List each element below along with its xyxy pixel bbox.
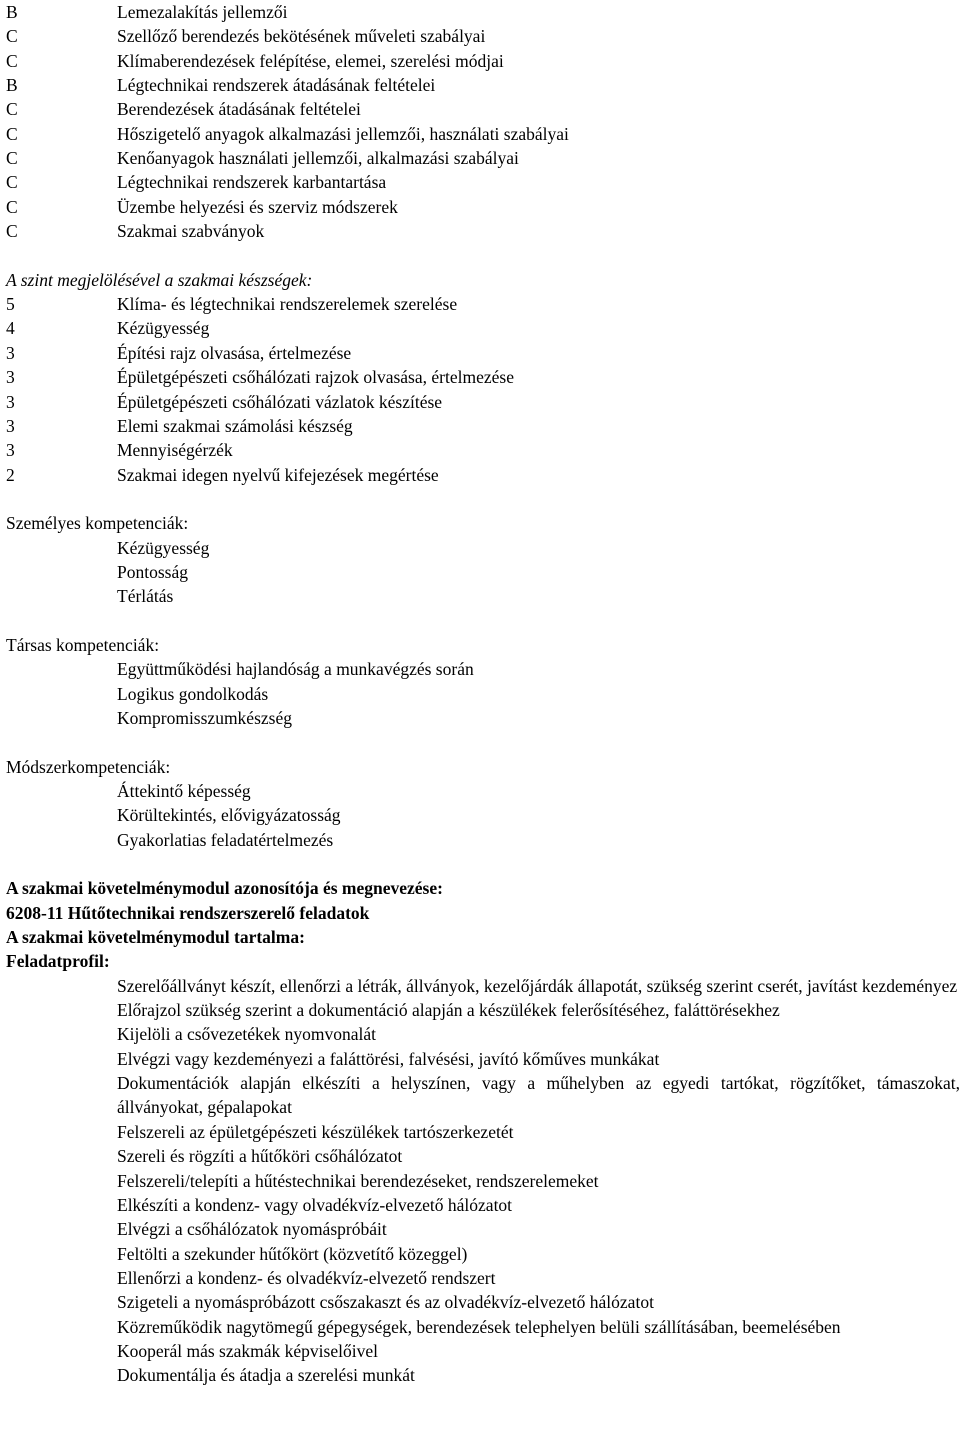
- list-item: Kézügyesség: [117, 537, 210, 558]
- list-item: [6, 414, 960, 438]
- task-list: [6, 974, 960, 1388]
- level-code: B: [6, 75, 18, 96]
- level-code: 3: [6, 342, 15, 363]
- list-item: Felszereli/telepíti a hűtéstechnikai berendezéseket, rendszerelemeket: [117, 1170, 599, 1191]
- item-text: Szakmai idegen nyelvű kifejezések megértése: [117, 464, 439, 485]
- module-content-heading: A szakmai követelménymodul tartalma:: [6, 927, 305, 948]
- item-text: Elemi szakmai számolási készség: [117, 415, 353, 436]
- level-code: 3: [6, 440, 15, 461]
- item-text: Szakmai szabványok: [117, 221, 265, 242]
- list-item: Elvégzi a csőhálózatok nyomáspróbáit: [117, 1219, 387, 1240]
- method-competencies-heading: Módszerkompetenciák:: [6, 756, 171, 777]
- list-item: Logikus gondolkodás: [117, 683, 269, 704]
- list-item: Kompromisszumkészség: [117, 707, 292, 728]
- list-item: Kooperál más szakmák képviselőivel: [117, 1340, 378, 1361]
- list-item: Szigeteli a nyomáspróbázott csőszakaszt és az olvadékvíz-elvezető hálózatot: [117, 1292, 654, 1313]
- list-item: [6, 365, 960, 389]
- list-item: Kijelöli a csővezetékek nyomvonalát: [117, 1024, 377, 1045]
- list-item: Ellenőrzi a kondenz- és olvadékvíz-elvezető rendszert: [117, 1267, 496, 1288]
- level-code: C: [6, 26, 18, 47]
- module-id-name: 6208-11 Hűtőtechnikai rendszerszerelő feladatok: [6, 902, 370, 923]
- skills-heading: A szint megjelölésével a szakmai készségek:: [6, 269, 313, 290]
- list-item: [6, 0, 960, 24]
- item-text: Berendezések átadásának feltételei: [117, 99, 361, 120]
- item-text: Üzembe helyezési és szerviz módszerek: [117, 196, 398, 217]
- skills-list: [6, 292, 960, 487]
- list-item: Elkészíti a kondenz- vagy olvadékvíz-elvezető hálózatot: [117, 1194, 513, 1215]
- module-id-heading: A szakmai követelménymodul azonosítója és megnevezése:: [6, 878, 443, 899]
- item-text: Szellőző berendezés bekötésének műveleti szabályai: [117, 26, 486, 47]
- item-text: Klíma- és légtechnikai rendszerelemek szerelése: [117, 294, 458, 315]
- level-code: C: [6, 196, 18, 217]
- level-code: 3: [6, 391, 15, 412]
- list-item: [6, 219, 960, 243]
- item-text: Épületgépészeti csőhálózati vázlatok készítése: [117, 391, 443, 412]
- list-item: Dokumentációk alapján elkészíti a helyszínen, vagy a műhelyben az egyedi tartókat, rögzítőket, támaszokat, állványokat, gépalapokat: [117, 1073, 960, 1118]
- task-profile-heading: Feladatprofil:: [6, 951, 110, 972]
- list-item: Dokumentálja és átadja a szerelési munkát: [117, 1365, 415, 1386]
- level-code: C: [6, 99, 18, 120]
- spacer: [6, 243, 960, 267]
- level-code: 5: [6, 294, 15, 315]
- level-code: 3: [6, 367, 15, 388]
- item-text: Kenőanyagok használati jellemzői, alkalmazási szabályai: [117, 148, 519, 169]
- item-text: Hőszigetelő anyagok alkalmazási jellemzői, használati szabályai: [117, 123, 569, 144]
- spacer: [6, 487, 960, 511]
- list-item: [6, 97, 960, 121]
- level-code: C: [6, 148, 18, 169]
- list-item: [6, 292, 960, 316]
- list-item: Térlátás: [117, 586, 174, 607]
- knowledge-list: [6, 0, 960, 243]
- list-item: [6, 195, 960, 219]
- spacer: [6, 609, 960, 633]
- level-code: C: [6, 172, 18, 193]
- list-item: Közreműködik nagytömegű gépegységek, berendezések telephelyen belüli szállításában, beemelésében: [117, 1316, 841, 1337]
- list-item: Feltölti a szekunder hűtőkört (közvetítő közeggel): [117, 1243, 468, 1264]
- item-text: Mennyiségérzék: [117, 440, 233, 461]
- item-text: Épületgépészeti csőhálózati rajzok olvasása, értelmezése: [117, 367, 514, 388]
- list-item: Pontosság: [117, 561, 188, 582]
- list-item: Előrajzol szükség szerint a dokumentáció alapján a készülékek felerősítéséhez, faláttörésekhez: [117, 1000, 780, 1021]
- level-code: C: [6, 50, 18, 71]
- list-item: [6, 122, 960, 146]
- item-text: Építési rajz olvasása, értelmezése: [117, 342, 352, 363]
- list-item: [6, 49, 960, 73]
- level-code: C: [6, 221, 18, 242]
- item-text: Kézügyesség: [117, 318, 210, 339]
- level-code: 4: [6, 318, 15, 339]
- list-item: [6, 24, 960, 48]
- list-item: Áttekintő képesség: [117, 781, 251, 801]
- spacer: [6, 852, 960, 876]
- level-code: 2: [6, 464, 15, 485]
- list-item: Körültekintés, elővigyázatosság: [117, 805, 341, 826]
- level-code: 3: [6, 415, 15, 436]
- list-item: [6, 438, 960, 462]
- list-item: [6, 146, 960, 170]
- list-item: [6, 73, 960, 97]
- list-item: [6, 341, 960, 365]
- list-item: Szereli és rögzíti a hűtőköri csőhálózatot: [117, 1146, 403, 1167]
- social-competencies-heading: Társas kompetenciák:: [6, 634, 160, 655]
- level-code: C: [6, 123, 18, 144]
- list-item: [6, 170, 960, 194]
- list-item: Elvégzi vagy kezdeményezi a faláttörési, falvésési, javító kőműves munkákat: [117, 1048, 660, 1069]
- level-code: B: [6, 2, 18, 22]
- list-item: Együttműködési hajlandóság a munkavégzés során: [117, 659, 474, 680]
- item-text: Lemezalakítás jellemzői: [117, 2, 288, 22]
- document-page: [6, 0, 960, 1388]
- list-item: Felszereli az épületgépészeti készülékek tartószerkezetét: [117, 1121, 514, 1142]
- item-text: Légtechnikai rendszerek átadásának feltételei: [117, 75, 436, 96]
- personal-competencies-heading: Személyes kompetenciák:: [6, 513, 189, 534]
- item-text: Légtechnikai rendszerek karbantartása: [117, 172, 387, 193]
- list-item: Gyakorlatias feladatértelmezés: [117, 829, 334, 850]
- item-text: Klímaberendezések felépítése, elemei, szerelési módjai: [117, 50, 504, 71]
- list-item: [6, 463, 960, 487]
- spacer: [6, 730, 960, 754]
- list-item: [6, 390, 960, 414]
- list-item: [6, 316, 960, 340]
- list-item: Szerelőállványt készít, ellenőrzi a létrák, állványok, kezelőjárdák állapotát, szükség szerint cserét, javítást kezdeményez: [117, 975, 958, 996]
